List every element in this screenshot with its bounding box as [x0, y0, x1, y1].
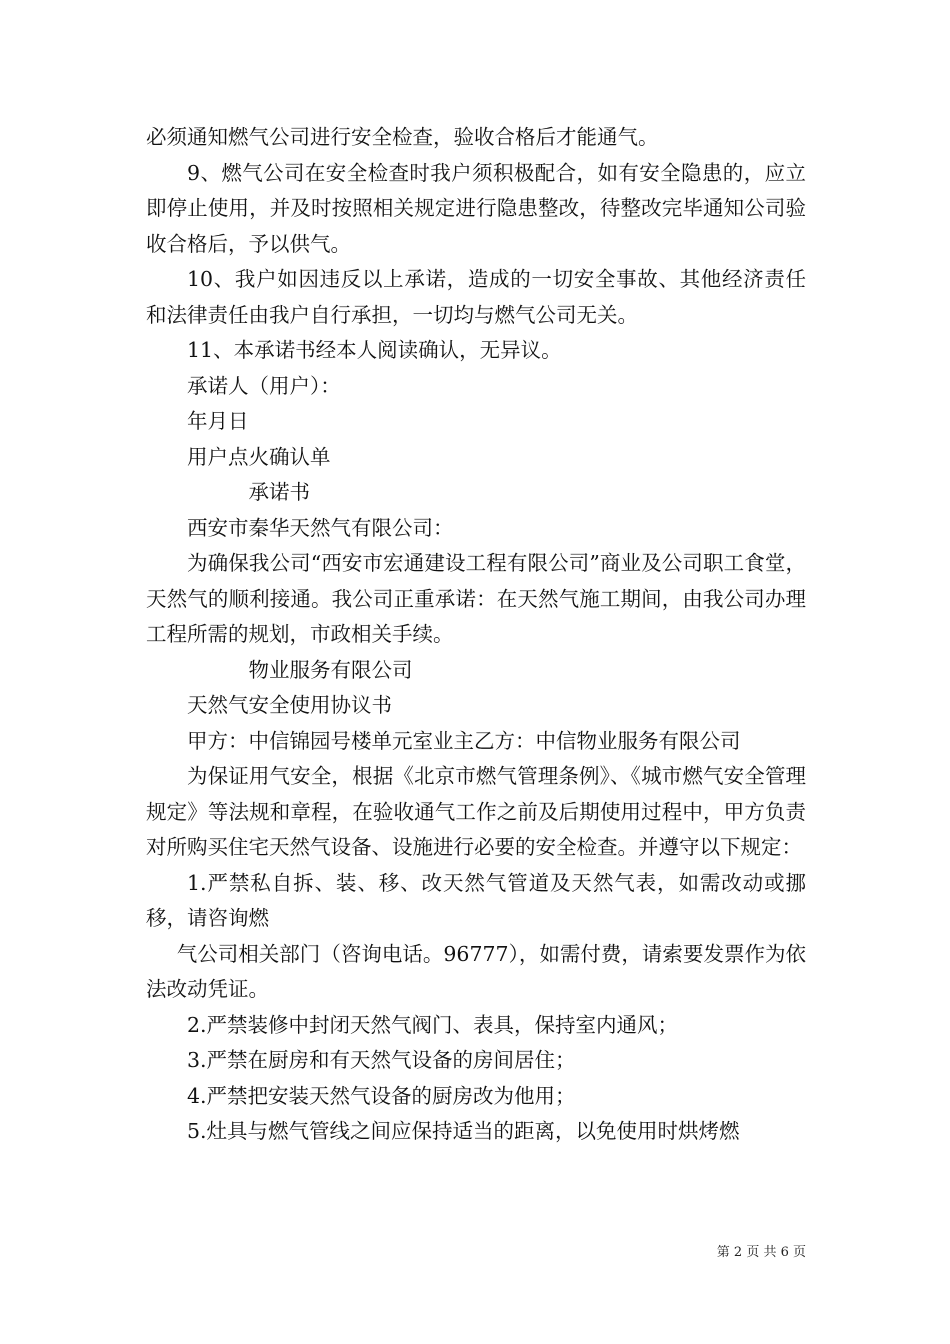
date-line: 年月日 — [187, 409, 249, 433]
rule-item-5: 5.灶具与燃气管线之间应保持适当的距离，以免使用时烘烤燃 — [187, 1119, 740, 1143]
rule-item-4: 4.严禁把安装天然气设备的厨房改为他用； — [187, 1083, 576, 1108]
commitment-body: 为确保我公司“西安市宏通建设工程有限公司”商业及公司职工食堂，天然气的顺利接通。我公司正重承诺：在天然气施工期间，由我公司办理工程所需的规划，市政相关手续。 — [146, 551, 806, 646]
parties-line: 甲方：中信锦园号楼单元室业主乙方：中信物业服务有限公司 — [187, 728, 741, 753]
rule-item-2: 2.严禁装修中封闭天然气阀门、表具，保持室内通风； — [187, 1012, 679, 1037]
commitment-letter-title: 承诺书 — [248, 480, 310, 504]
page-number-footer: 第 2 页 共 6 页 — [716, 1245, 806, 1260]
document-body — [146, 120, 806, 1150]
agreement-intro: 为保证用气安全，根据《北京市燃气管理条例》、《城市燃气安全管理规定》等法规和章程，在验收通气工作之前及后期使用过程中，甲方负责对所购买住宅天然气设备、设施进行必要的安全检查。并遵守以下规定： — [146, 764, 806, 859]
paragraph-continuation: 必须通知燃气公司进行安全检查，验收合格后才能通气。 — [146, 125, 659, 149]
paragraph-item-9: 9、燃气公司在安全检查时我户须积极配合，如有安全隐患的，应立即停止使用，并及时按照相关规定进行隐患整改，待整改完毕通知公司验收合格后，予以供气。 — [146, 160, 806, 256]
paragraph-item-11: 11、本承诺书经本人阅读确认，无异议。 — [187, 338, 562, 362]
ignition-confirmation-title: 用户点火确认单 — [187, 444, 331, 469]
paragraph-item-10: 10、我户如因违反以上承诺，造成的一切安全事故、其他经济责任和法律责任由我户自行承担，一切均与燃气公司无关。 — [146, 267, 806, 327]
property-company-line: 物业服务有限公司 — [248, 657, 413, 682]
rule-item-3: 3.严禁在厨房和有天然气设备的房间居住； — [187, 1048, 576, 1072]
promisor-signature-line: 承诺人（用户）： — [187, 373, 341, 398]
addressee-line: 西安市秦华天然气有限公司： — [187, 515, 454, 540]
rule-item-1-continued: 气公司相关部门（咨询电话。96777），如需付费，请索要发票作为依法改动凭证。 — [146, 941, 806, 1001]
rule-item-1: 1.严禁私自拆、装、移、改天然气管道及天然气表，如需改动或挪移，请咨询燃 — [146, 870, 806, 930]
agreement-title: 天然气安全使用协议书 — [187, 693, 392, 717]
